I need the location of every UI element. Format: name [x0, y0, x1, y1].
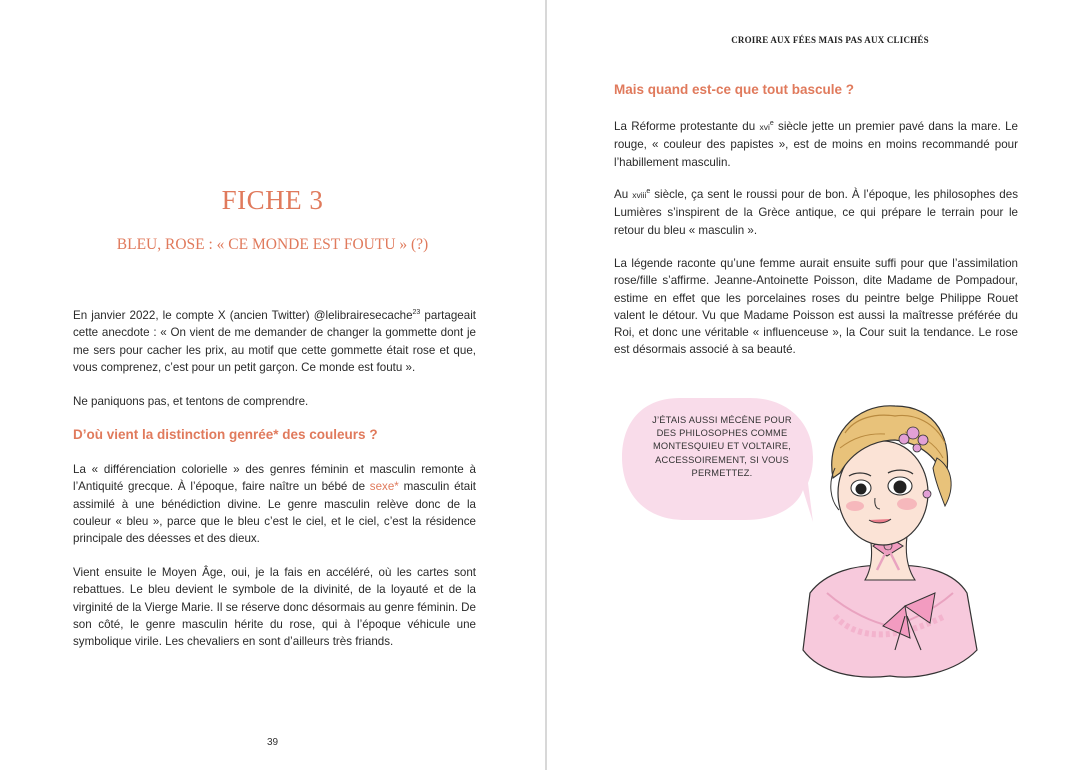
legend-paragraph: La légende raconte qu’une femme aurait ensuite suffi pour que l’assimilation rose/fille s’affirme. Jeanne-Antoinette Poisson, dite Madame de Pompadour, estime en effet que les porcelaines roses du peintre belge Philippe Rouet valent le détour. Vu que Madame Poisson est aussi la maîtresse préférée du Roi, et donc une véritable « influenceuse », la Cour suit la tendance. Le rose est désormais associé à sa beauté.: [614, 257, 1018, 357]
section-heading-origin: D’où vient la distinction genrée* des couleurs ?: [73, 427, 378, 442]
book-gutter: [545, 0, 547, 770]
section-heading-shift: Mais quand est-ce que tout bascule ?: [614, 82, 855, 97]
intro-paragraph: En janvier 2022, le compte X (ancien Twitter) @lelibrairesecache$^{23}$ partageait cette anecdote : « On vient de me demander de changer la gommette dont je me sers pour cacher les prix, au motif que cette gommette était rose et que, vous comprenez, c’est pour un petit garçon. Ce monde est foutu ».: [73, 309, 476, 374]
page-number: 39: [266, 737, 279, 748]
fiche-title: FICHE 3: [221, 185, 324, 215]
footnote-ref[interactable]: 23: [412, 309, 421, 317]
antiquity-paragraph: La « différenciation colorielle » des genres féminin et masculin remonte à l’Antiquité grecque. À l’époque, faire naître un bébé de sexe* masculin était assimilé à une bénédiction divine. Le genre masculin relève donc de la couleur « bleu », parce que le bleu c’est le ciel, et le ciel, c’est la résidence principale des déesses et des dieux.: [73, 463, 476, 546]
eighteenth-century-paragraph: Au xviii$^e$ siècle, ça sent le roussi pour de bon. À l’époque, les philosophes des Lumières s’inspirent de la Grèce antique, ce qui prépare le terrain pour le retour du bleu « masculin ».: [614, 188, 1019, 237]
speech-bubble-text: J’ÉTAIS AUSSI MÉCÈNE POUR DES PHILOSOPHES COMME MONTESQUIEU ET VOLTAIRE, ACCESSOIREMENT, SI VOUS PERMETTEZ.: [652, 415, 792, 478]
running-header: CROIRE AUX FÉES MAIS PAS AUX CLICHÉS: [731, 35, 929, 45]
middle-ages-paragraph: Vient ensuite le Moyen Âge, oui, je la fais en accéléré, où les cartes sont rebattues. Le bleu devient le symbole de la divinité, de la loyauté et de la virginité de la Vierge Marie. Il se réserve donc désormais au genre féminin. De son côté, le genre masculin hérite du rose, qui à l’époque véhicule une symbolique virile. Les chevaliers en sont d’ailleurs très friands.: [73, 566, 476, 649]
fiche-subtitle: BLEU, ROSE : « CE MONDE EST FOUTU » (?): [116, 236, 429, 253]
reform-paragraph: La Réforme protestante du xvi$^e$ siècle jette un premier pavé dans la mare. Le rouge, « couleur des papistes », est de moins en moins recommandé pour l’habillement masculin.: [614, 120, 1019, 169]
glossary-term-sexe[interactable]: sexe*: [369, 480, 399, 494]
pompadour-illustration: [795, 388, 985, 680]
calm-paragraph: Ne paniquons pas, et tentons de comprendre.: [73, 395, 309, 408]
